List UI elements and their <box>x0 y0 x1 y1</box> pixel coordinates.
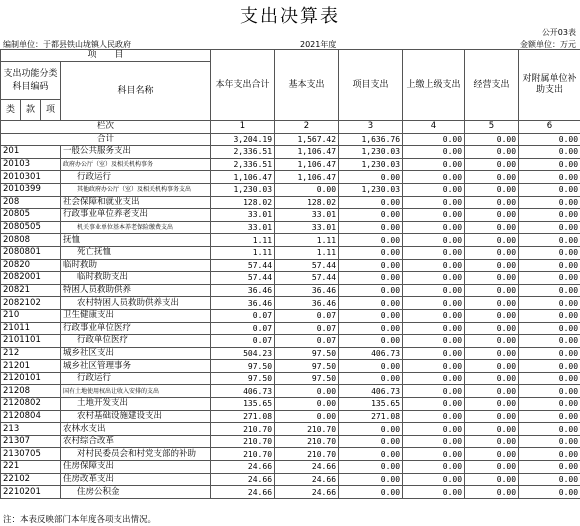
table-row <box>1 435 580 448</box>
amount-cell: 0.00 <box>519 347 580 360</box>
amount-cell: 0.00 <box>339 322 403 335</box>
amount-cell: 0.00 <box>519 448 580 461</box>
amount-cell: 406.73 <box>339 385 403 398</box>
amount-cell: 0.00 <box>339 196 403 209</box>
amount-cell: 1.11 <box>211 234 275 247</box>
amount-cell: 33.01 <box>211 221 275 234</box>
amount-cell: 0.00 <box>465 448 519 461</box>
func-code-cell: 2080505 <box>1 221 61 234</box>
amount-cell: 0.00 <box>465 473 519 486</box>
subject-name-cell: 土地开发支出 <box>61 398 211 411</box>
amount-cell: 0.00 <box>339 435 403 448</box>
amount-cell: 0.07 <box>211 309 275 322</box>
amount-cell: 0.07 <box>211 335 275 348</box>
table-row <box>1 284 580 297</box>
amount-cell: 0.00 <box>339 473 403 486</box>
table-row <box>1 297 580 310</box>
table-row <box>1 309 580 322</box>
table-row <box>1 372 580 385</box>
amount-cell: 504.23 <box>211 347 275 360</box>
amount-cell: 0.00 <box>465 272 519 285</box>
amount-cell: 0.00 <box>339 461 403 474</box>
amount-cell: 0.00 <box>403 322 465 335</box>
subject-name-cell: 农村综合改革 <box>61 435 211 448</box>
amount-cell: 0.00 <box>465 461 519 474</box>
func-code-cell: 2120101 <box>1 372 61 385</box>
amount-cell: 0.00 <box>465 158 519 171</box>
amount-cell: 0.00 <box>403 372 465 385</box>
amount-cell: 0.00 <box>403 284 465 297</box>
amount-cell: 57.44 <box>211 272 275 285</box>
amount-cell: 0.00 <box>519 385 580 398</box>
amount-cell: 0.07 <box>275 335 339 348</box>
subject-name-cell: 国有土地使用权出让收入安排的支出 <box>61 385 211 398</box>
amount-cell: 0.00 <box>465 246 519 259</box>
subject-name-cell: 住房保障支出 <box>61 461 211 474</box>
amount-cell: 0.00 <box>465 398 519 411</box>
amount-cell: 0.00 <box>465 221 519 234</box>
kuan-header: 款 <box>21 100 41 121</box>
amount-cell: 0.00 <box>403 335 465 348</box>
amount-cell: 36.46 <box>211 284 275 297</box>
amount-cell: 0.00 <box>519 423 580 436</box>
amount-cell: 0.00 <box>519 372 580 385</box>
amount-cell: 0.00 <box>519 146 580 159</box>
amount-cell: 0.00 <box>465 234 519 247</box>
amount-cell: 271.08 <box>339 410 403 423</box>
amount-cell: 0.00 <box>339 284 403 297</box>
amount-cell: 0.00 <box>403 423 465 436</box>
amount-cell: 0.00 <box>519 360 580 373</box>
amount-cell: 210.70 <box>275 435 339 448</box>
func-code-cell: 2010301 <box>1 171 61 184</box>
func-code-cell: 20808 <box>1 234 61 247</box>
amount-cell: 0.00 <box>275 183 339 196</box>
table-row <box>1 335 580 348</box>
subject-name-cell: 机关事业单位基本养老保险缴费支出 <box>61 221 211 234</box>
amount-cell: 0.00 <box>465 171 519 184</box>
amount-cell: 0.00 <box>339 209 403 222</box>
amount-cell: 0.00 <box>519 297 580 310</box>
table-row <box>1 183 580 196</box>
table-row <box>1 398 580 411</box>
amount-cell: 128.02 <box>275 196 339 209</box>
amount-cell: 24.66 <box>211 461 275 474</box>
subject-name-cell: 死亡抚恤 <box>61 246 211 259</box>
table-row <box>1 158 580 171</box>
amount-cell: 2,336.51 <box>211 146 275 159</box>
year-label: 2021年度 <box>300 40 337 49</box>
amount-cell: 0.00 <box>519 461 580 474</box>
amount-cell: 271.08 <box>211 410 275 423</box>
subject-name-cell: 行政单位医疗 <box>61 335 211 348</box>
amount-cell: 0.00 <box>519 171 580 184</box>
amount-cell: 0.00 <box>403 435 465 448</box>
func-code-cell: 208 <box>1 196 61 209</box>
amount-cell: 0.00 <box>339 486 403 499</box>
table-row <box>1 385 580 398</box>
total-value: 3,204.19 <box>211 133 275 146</box>
amount-cell: 0.00 <box>403 234 465 247</box>
amount-cell: 0.00 <box>403 360 465 373</box>
amount-cell: 0.00 <box>339 246 403 259</box>
amount-cell: 0.07 <box>211 322 275 335</box>
amount-cell: 57.44 <box>211 259 275 272</box>
amount-cell: 0.00 <box>339 171 403 184</box>
col-header-operating: 经营支出 <box>465 50 519 121</box>
amount-cell: 0.00 <box>339 360 403 373</box>
amount-cell: 0.00 <box>339 372 403 385</box>
amount-cell: 0.00 <box>465 423 519 436</box>
subject-name-cell: 住房公积金 <box>61 486 211 499</box>
subject-name-cell: 政府办公厅（室）及相关机构事务 <box>61 158 211 171</box>
amount-cell: 0.00 <box>519 473 580 486</box>
subject-name-cell: 农村基础设施建设支出 <box>61 410 211 423</box>
amount-cell: 0.00 <box>403 473 465 486</box>
col-num: 2 <box>275 121 339 134</box>
amount-cell: 0.00 <box>403 246 465 259</box>
amount-cell: 0.00 <box>275 410 339 423</box>
amount-cell: 36.46 <box>275 297 339 310</box>
amount-cell: 0.00 <box>339 221 403 234</box>
amount-cell: 0.00 <box>403 398 465 411</box>
amount-cell: 0.00 <box>465 183 519 196</box>
amount-cell: 1.11 <box>275 234 339 247</box>
amount-cell: 1,230.03 <box>339 158 403 171</box>
subject-name-cell: 城乡社区管理事务 <box>61 360 211 373</box>
amount-cell: 1.11 <box>275 246 339 259</box>
page-title: 支出决算表 <box>240 6 340 27</box>
table-row <box>1 259 580 272</box>
subject-name-cell: 一般公共服务支出 <box>61 146 211 159</box>
amount-cell: 0.00 <box>519 398 580 411</box>
amount-cell: 210.70 <box>211 423 275 436</box>
amount-cell: 0.00 <box>465 196 519 209</box>
amount-cell: 97.50 <box>211 360 275 373</box>
subject-name-cell: 行政事业单位养老支出 <box>61 209 211 222</box>
xiang-header: 项 <box>41 100 61 121</box>
amount-cell: 0.07 <box>275 309 339 322</box>
amount-cell: 0.00 <box>403 209 465 222</box>
amount-cell: 0.00 <box>403 461 465 474</box>
amount-cell: 0.00 <box>465 209 519 222</box>
col-num: 3 <box>339 121 403 134</box>
amount-cell: 0.00 <box>403 486 465 499</box>
subject-name-cell: 其他政府办公厅（室）及相关机构事务支出 <box>61 183 211 196</box>
table-row <box>1 272 580 285</box>
amount-cell: 24.66 <box>275 486 339 499</box>
amount-cell: 0.00 <box>403 385 465 398</box>
amount-cell: 210.70 <box>211 435 275 448</box>
subject-name-cell: 行政运行 <box>61 372 211 385</box>
col-header-basic: 基本支出 <box>275 50 339 121</box>
amount-cell: 0.00 <box>339 297 403 310</box>
amount-cell: 24.66 <box>211 486 275 499</box>
amount-cell: 57.44 <box>275 272 339 285</box>
func-code-cell: 2082001 <box>1 272 61 285</box>
amount-cell: 0.00 <box>403 297 465 310</box>
amount-cell: 0.00 <box>339 448 403 461</box>
func-code-cell: 20805 <box>1 209 61 222</box>
amount-cell: 210.70 <box>275 423 339 436</box>
amount-cell: 0.00 <box>519 435 580 448</box>
amount-cell: 0.00 <box>465 309 519 322</box>
amount-cell: 0.00 <box>519 259 580 272</box>
amount-cell: 0.00 <box>465 259 519 272</box>
func-code-cell: 22102 <box>1 473 61 486</box>
amount-cell: 1.11 <box>211 246 275 259</box>
amount-cell: 0.00 <box>519 272 580 285</box>
col-num: 1 <box>211 121 275 134</box>
amount-cell: 1,106.47 <box>275 146 339 159</box>
subject-name-cell: 城乡社区支出 <box>61 347 211 360</box>
col-header-total: 本年支出合计 <box>211 50 275 121</box>
subject-name-cell: 农林水支出 <box>61 423 211 436</box>
subject-name-cell: 社会保障和就业支出 <box>61 196 211 209</box>
subject-name-cell: 抚恤 <box>61 234 211 247</box>
subject-name-cell: 临时救助支出 <box>61 272 211 285</box>
amount-cell: 0.00 <box>275 398 339 411</box>
amount-cell: 0.00 <box>465 410 519 423</box>
subject-name-cell: 卫生健康支出 <box>61 309 211 322</box>
amount-cell: 210.70 <box>275 448 339 461</box>
amount-cell: 135.65 <box>339 398 403 411</box>
amount-cell: 0.00 <box>403 196 465 209</box>
amount-cell: 0.00 <box>465 284 519 297</box>
amount-cell: 0.00 <box>465 360 519 373</box>
amount-cell: 0.00 <box>339 272 403 285</box>
amount-cell: 210.70 <box>211 448 275 461</box>
func-code-cell: 21307 <box>1 435 61 448</box>
amount-cell: 24.66 <box>275 473 339 486</box>
amount-cell: 0.00 <box>403 171 465 184</box>
table-row <box>1 461 580 474</box>
func-code-cell: 212 <box>1 347 61 360</box>
subject-name-cell: 住房改革支出 <box>61 473 211 486</box>
amount-cell: 0.00 <box>403 448 465 461</box>
func-code-cell: 21208 <box>1 385 61 398</box>
amount-cell: 0.00 <box>519 221 580 234</box>
amount-cell: 0.00 <box>519 335 580 348</box>
amount-cell: 0.00 <box>403 221 465 234</box>
amount-cell: 0.00 <box>403 259 465 272</box>
amount-cell: 0.00 <box>403 309 465 322</box>
func-code-cell: 210 <box>1 309 61 322</box>
table-row <box>1 448 580 461</box>
amount-cell: 0.00 <box>519 322 580 335</box>
amount-cell: 0.00 <box>465 372 519 385</box>
func-code-cell: 221 <box>1 461 61 474</box>
expenditure-table <box>0 49 580 499</box>
amount-cell: 0.00 <box>403 146 465 159</box>
col-header-upper: 上缴上级支出 <box>403 50 465 121</box>
amount-cell: 1,230.03 <box>211 183 275 196</box>
total-value: 0.00 <box>519 133 580 146</box>
amount-cell: 97.50 <box>211 372 275 385</box>
total-value: 1,636.76 <box>339 133 403 146</box>
subject-name-header: 科目名称 <box>61 62 211 121</box>
table-row <box>1 146 580 159</box>
amount-cell: 33.01 <box>211 209 275 222</box>
subject-name-cell: 对村民委员会和村党支部的补助 <box>61 448 211 461</box>
amount-cell: 0.00 <box>519 486 580 499</box>
func-code-cell: 2130705 <box>1 448 61 461</box>
func-code-cell: 20821 <box>1 284 61 297</box>
total-value: 0.00 <box>465 133 519 146</box>
amount-cell: 0.00 <box>465 486 519 499</box>
total-value: 1,567.42 <box>275 133 339 146</box>
amount-cell: 1,230.03 <box>339 146 403 159</box>
amount-cell: 0.00 <box>519 246 580 259</box>
table-row <box>1 473 580 486</box>
amount-cell: 1,106.47 <box>275 171 339 184</box>
func-code-header: 支出功能分类科目编码 <box>1 62 61 100</box>
col-num: 4 <box>403 121 465 134</box>
col-header-subsidy: 对附属单位补助支出 <box>519 50 580 121</box>
subject-name-cell: 农村特困人员救助供养支出 <box>61 297 211 310</box>
unit-label: 编制单位：于都县铁山垅镇人民政府 <box>3 40 131 49</box>
amount-cell: 57.44 <box>275 259 339 272</box>
amount-cell: 0.00 <box>519 234 580 247</box>
currency-label: 金额单位：万元 <box>520 40 576 49</box>
table-row <box>1 322 580 335</box>
subject-name-cell: 特困人员救助供养 <box>61 284 211 297</box>
amount-cell: 0.00 <box>403 158 465 171</box>
total-value: 0.00 <box>403 133 465 146</box>
amount-cell: 33.01 <box>275 221 339 234</box>
amount-cell: 1,106.47 <box>211 171 275 184</box>
amount-cell: 406.73 <box>339 347 403 360</box>
amount-cell: 128.02 <box>211 196 275 209</box>
func-code-cell: 2010399 <box>1 183 61 196</box>
col-header-project: 项目支出 <box>339 50 403 121</box>
func-code-cell: 21201 <box>1 360 61 373</box>
table-row <box>1 234 580 247</box>
table-row <box>1 246 580 259</box>
table-row <box>1 410 580 423</box>
total-row-label: 合计 <box>1 133 211 146</box>
amount-cell: 0.00 <box>403 410 465 423</box>
amount-cell: 24.66 <box>211 473 275 486</box>
amount-cell: 0.00 <box>519 209 580 222</box>
amount-cell: 406.73 <box>211 385 275 398</box>
table-row <box>1 347 580 360</box>
amount-cell: 135.65 <box>211 398 275 411</box>
col-index-label: 栏次 <box>1 121 211 134</box>
amount-cell: 97.50 <box>275 360 339 373</box>
func-code-cell: 2210201 <box>1 486 61 499</box>
form-code: 公开03表 <box>541 28 576 37</box>
table-row <box>1 221 580 234</box>
func-code-cell: 21011 <box>1 322 61 335</box>
amount-cell: 0.00 <box>465 297 519 310</box>
func-code-cell: 213 <box>1 423 61 436</box>
table-row <box>1 360 580 373</box>
amount-cell: 0.00 <box>339 335 403 348</box>
amount-cell: 0.00 <box>465 347 519 360</box>
table-row <box>1 171 580 184</box>
project-header: 项 目 <box>1 50 211 62</box>
func-code-cell: 2080801 <box>1 246 61 259</box>
amount-cell: 0.00 <box>519 309 580 322</box>
amount-cell: 0.00 <box>465 146 519 159</box>
footnote: 注：本表反映部门本年度各项支出情况。 <box>3 515 157 525</box>
amount-cell: 0.00 <box>465 335 519 348</box>
amount-cell: 0.00 <box>275 385 339 398</box>
amount-cell: 24.66 <box>275 461 339 474</box>
amount-cell: 36.46 <box>275 284 339 297</box>
amount-cell: 0.00 <box>465 322 519 335</box>
func-code-cell: 2101101 <box>1 335 61 348</box>
func-code-cell: 2120802 <box>1 398 61 411</box>
table-row <box>1 196 580 209</box>
amount-cell: 0.00 <box>519 196 580 209</box>
table-row <box>1 486 580 499</box>
amount-cell: 0.00 <box>519 183 580 196</box>
amount-cell: 0.00 <box>339 259 403 272</box>
lei-header: 类 <box>1 100 21 121</box>
amount-cell: 0.00 <box>403 183 465 196</box>
amount-cell: 33.01 <box>275 209 339 222</box>
col-num: 5 <box>465 121 519 134</box>
amount-cell: 0.00 <box>465 385 519 398</box>
amount-cell: 97.50 <box>275 372 339 385</box>
amount-cell: 0.00 <box>519 284 580 297</box>
table-row <box>1 423 580 436</box>
func-code-cell: 20820 <box>1 259 61 272</box>
amount-cell: 2,336.51 <box>211 158 275 171</box>
amount-cell: 0.07 <box>275 322 339 335</box>
amount-cell: 0.00 <box>519 158 580 171</box>
col-num: 6 <box>519 121 580 134</box>
func-code-cell: 20103 <box>1 158 61 171</box>
amount-cell: 36.46 <box>211 297 275 310</box>
func-code-cell: 201 <box>1 146 61 159</box>
func-code-cell: 2082102 <box>1 297 61 310</box>
amount-cell: 0.00 <box>465 435 519 448</box>
table-row <box>1 209 580 222</box>
amount-cell: 0.00 <box>519 410 580 423</box>
amount-cell: 0.00 <box>339 234 403 247</box>
amount-cell: 0.00 <box>403 347 465 360</box>
amount-cell: 0.00 <box>339 423 403 436</box>
amount-cell: 97.50 <box>275 347 339 360</box>
amount-cell: 0.00 <box>403 272 465 285</box>
func-code-cell: 2120804 <box>1 410 61 423</box>
subject-name-cell: 临时救助 <box>61 259 211 272</box>
amount-cell: 0.00 <box>339 309 403 322</box>
subject-name-cell: 行政事业单位医疗 <box>61 322 211 335</box>
subject-name-cell: 行政运行 <box>61 171 211 184</box>
amount-cell: 1,230.03 <box>339 183 403 196</box>
amount-cell: 1,106.47 <box>275 158 339 171</box>
